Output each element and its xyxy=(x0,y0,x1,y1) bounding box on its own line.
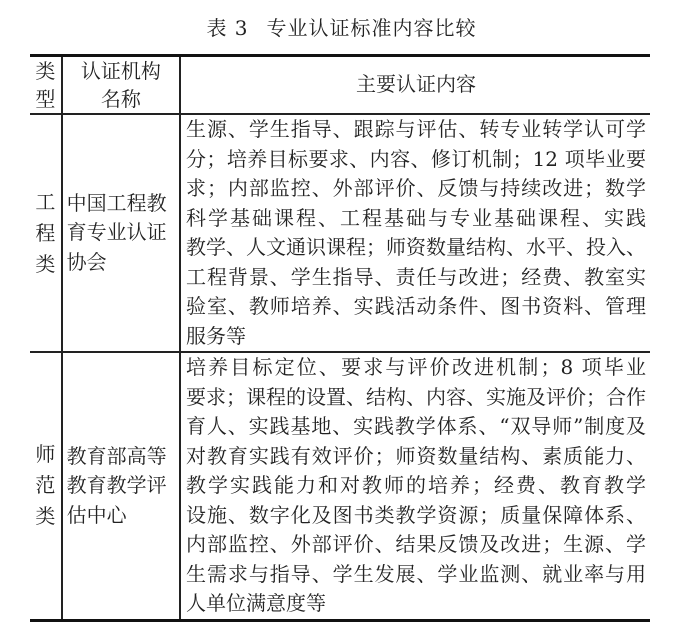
table-row xyxy=(30,352,650,620)
content-line: 育人、实践基地、实践教学体系、“双导师”制度及 xyxy=(186,414,646,438)
content-line: 培养目标定位、要求与评价改进机制；8 项毕业 xyxy=(186,355,646,379)
content-line: 生需求与指导、学生发展、学业监测、就业率与用 xyxy=(186,561,646,586)
content-cell xyxy=(180,114,650,352)
content-line: 工程背景、学生指导、责任与改进；经费、教室实 xyxy=(186,264,646,289)
content-line: 求；内部监控、外部评价、反馈与持续改进；数学 xyxy=(186,176,646,200)
header-type xyxy=(30,56,62,115)
content-line: 设施、数字化及图书类教学资源；质量保障体系、 xyxy=(186,502,646,527)
header-text: 类 xyxy=(35,59,56,83)
content-line: 人单位满意度等 xyxy=(186,591,326,615)
agency-cell xyxy=(62,352,180,620)
table-header-row xyxy=(30,56,650,115)
agency-line: 中国工程教 xyxy=(66,190,167,215)
content-line: 内部监控、外部评价、结果反馈及改进；生源、学 xyxy=(186,532,646,556)
table-number: 表 3 xyxy=(206,16,249,40)
type-cell xyxy=(30,352,62,620)
content-line: 验室、教师培养、实践活动条件、图书资料、管理 xyxy=(186,294,646,318)
header-agency xyxy=(62,56,180,115)
table-row xyxy=(30,114,650,352)
content-line: 教学、人文通识课程；师资数量结构、水平、投入、 xyxy=(186,235,646,259)
content-line: 教学实践能力和对教师的培养；经费、教育教学 xyxy=(186,473,646,497)
table-caption xyxy=(0,12,683,41)
comparison-table xyxy=(30,54,650,622)
content-line: 分；培养目标要求、内容、修订机制；12 项毕业要 xyxy=(186,146,646,171)
content-line: 要求；课程的设置、结构、内容、实施及评价；合作 xyxy=(186,384,646,409)
header-text: 型 xyxy=(35,87,56,111)
agency-cell xyxy=(62,114,180,352)
type-cell xyxy=(30,114,62,352)
content-line: 科学基础课程、工程基础与专业基础课程、实践 xyxy=(186,205,646,230)
header-text: 名称 xyxy=(100,87,141,111)
agency-line: 估中心 xyxy=(66,502,127,527)
content-line: 生源、学生指导、跟踪与评估、转专业转学认可学 xyxy=(186,117,646,141)
type-char: 师 xyxy=(35,442,56,467)
agency-line: 育专业认证 xyxy=(66,220,167,245)
content-line: 服务等 xyxy=(186,323,246,348)
header-text: 认证机构 xyxy=(80,59,161,83)
type-char: 类 xyxy=(35,251,56,276)
type-char: 类 xyxy=(35,504,56,529)
header-content: 主要认证内容 xyxy=(180,56,650,115)
agency-line: 教育教学评 xyxy=(66,473,167,497)
content-line: 对教育实践有效评价；师资数量结构、素质能力、 xyxy=(186,443,646,468)
agency-line: 协会 xyxy=(66,249,107,274)
agency-line: 教育部高等 xyxy=(66,443,167,468)
type-char: 程 xyxy=(35,220,56,245)
table-title: 专业认证标准内容比较 xyxy=(266,16,477,40)
content-cell xyxy=(180,352,650,620)
type-char: 工 xyxy=(35,189,56,214)
type-char: 范 xyxy=(35,473,56,498)
